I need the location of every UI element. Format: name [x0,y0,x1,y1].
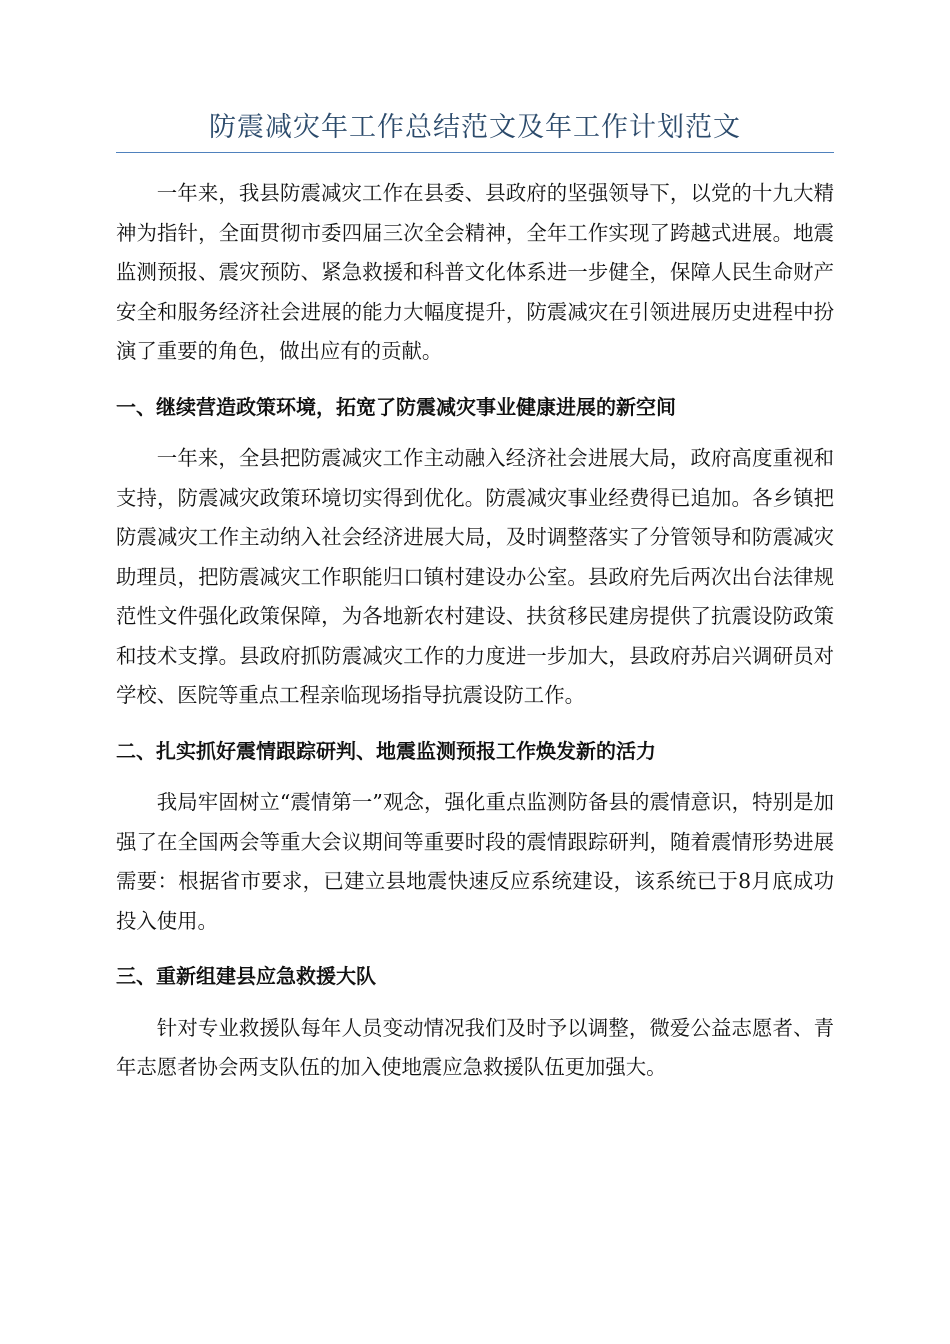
section-heading: 三、重新组建县应急救援大队 [116,964,376,988]
document-title: 防震减灾年工作总结范文及年工作计划范文 [116,108,834,153]
section-body: 一年来，全县把防震减灾工作主动融入经济社会进展大局，政府高度重视和支持，防震减灾政策环境切实得到优化。防震减灾事业经费得已追加。各乡镇把防震减灾工作主动纳入社会经济进展大局，及时调整落实了分管领导和防震减灾助理员，把防震减灾工作职能归口镇村建设办公室。县政府先后两次出台法律规范性文件强化政策保障，为各地新农村建设、扶贫移民建房提供了抗震设防政策和技术支撑。县政府抓防震减灾工作的力度进一步加大，县政府苏启兴调研员对学校、医院等重点工程亲临现场指导抗震设防工作。 [116,446,834,707]
section-3 [116,957,834,1088]
section-1 [116,388,834,716]
section-body: 我局牢固树立“震情第一”观念，强化重点监测防备县的震情意识，特别是加强了在全国两会等重大会议期间等重要时段的震情跟踪研判，随着震情形势进展需要：根据省市要求，已建立县地震快速反应系统建设，该系统已于8月底成功投入使用。 [116,790,834,933]
intro-paragraph: 一年来，我县防震减灾工作在县委、县政府的坚强领导下，以党的十九大精神为指针，全面贯彻市委四届三次全会精神，全年工作实现了跨越式进展。地震监测预报、震灾预防、紧急救援和科普文化体系进一步健全，保障人民生命财产安全和服务经济社会进展的能力大幅度提升，防震减灾在引领进展历史进程中扮演了重要的角色，做出应有的贡献。 [116,181,834,363]
section-heading: 二、扎实抓好震情跟踪研判、地震监测预报工作焕发新的活力 [116,738,656,763]
section-heading: 一、继续营造政策环境，拓宽了防震减灾事业健康进展的新空间 [116,394,676,419]
section-2 [116,732,834,942]
document-page [116,108,834,1088]
section-body: 针对专业救援队每年人员变动情况我们及时予以调整，微爱公益志愿者、青年志愿者协会两支队伍的加入使地震应急救援队伍更加强大。 [116,1015,834,1079]
